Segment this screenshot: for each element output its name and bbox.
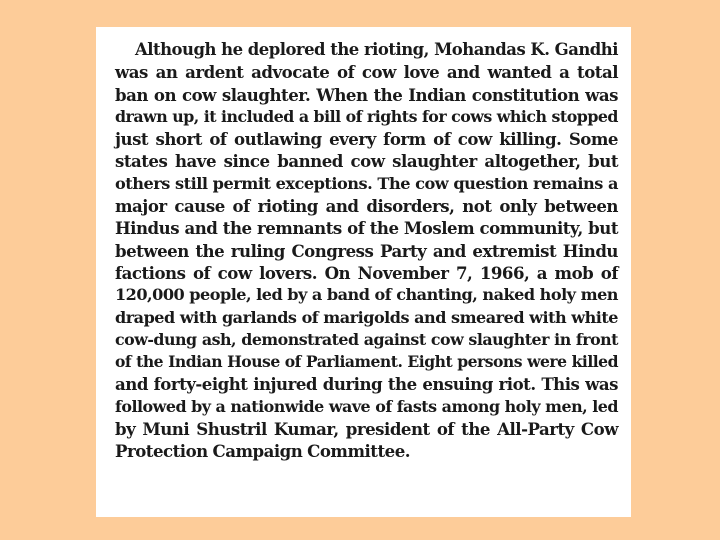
document-page (96, 27, 631, 517)
text-line: of the Indian House of Parliament. Eight persons were killed (115, 352, 618, 372)
text-line: Although he deplored the rioting, Mohandas K. Gandhi (135, 40, 618, 59)
text-line: 120,000 people, led by a band of chanting, naked holy men (115, 285, 618, 305)
text-line: cow-dung ash, demonstrated against cow slaughter in front (115, 329, 618, 349)
text-line: drawn up, it included a bill of rights for cows which stopped (115, 106, 618, 126)
text-line: just short of outlawing every form of cow killing. Some (115, 129, 618, 150)
text-line: and forty-eight injured during the ensuing riot. This was (115, 374, 618, 395)
text-line: was an ardent advocate of cow love and wanted a total (115, 62, 618, 83)
text-line: states have since banned cow slaughter altogether, but (115, 151, 618, 172)
text-line: between the ruling Congress Party and extremist Hindu (115, 240, 618, 261)
text-line: followed by a nationwide wave of fasts among holy men, led (115, 396, 618, 416)
text-line: Hindus and the remnants of the Moslem community, but (115, 218, 618, 239)
text-line: ban on cow slaughter. When the Indian constitution was (115, 84, 618, 105)
text-line: by Muni Shustril Kumar, president of the All-Party Cow (115, 419, 618, 440)
text-line: factions of cow lovers. On November 7, 1966, a mob of (115, 262, 618, 283)
text-line: Protection Campaign Committee. (115, 441, 411, 462)
text-line: draped with garlands of marigolds and smeared with white (115, 307, 618, 327)
paragraph (115, 39, 618, 463)
text-line: others still permit exceptions. The cow question remains a (115, 173, 618, 193)
text-line: major cause of rioting and disorders, not only between (115, 196, 618, 217)
